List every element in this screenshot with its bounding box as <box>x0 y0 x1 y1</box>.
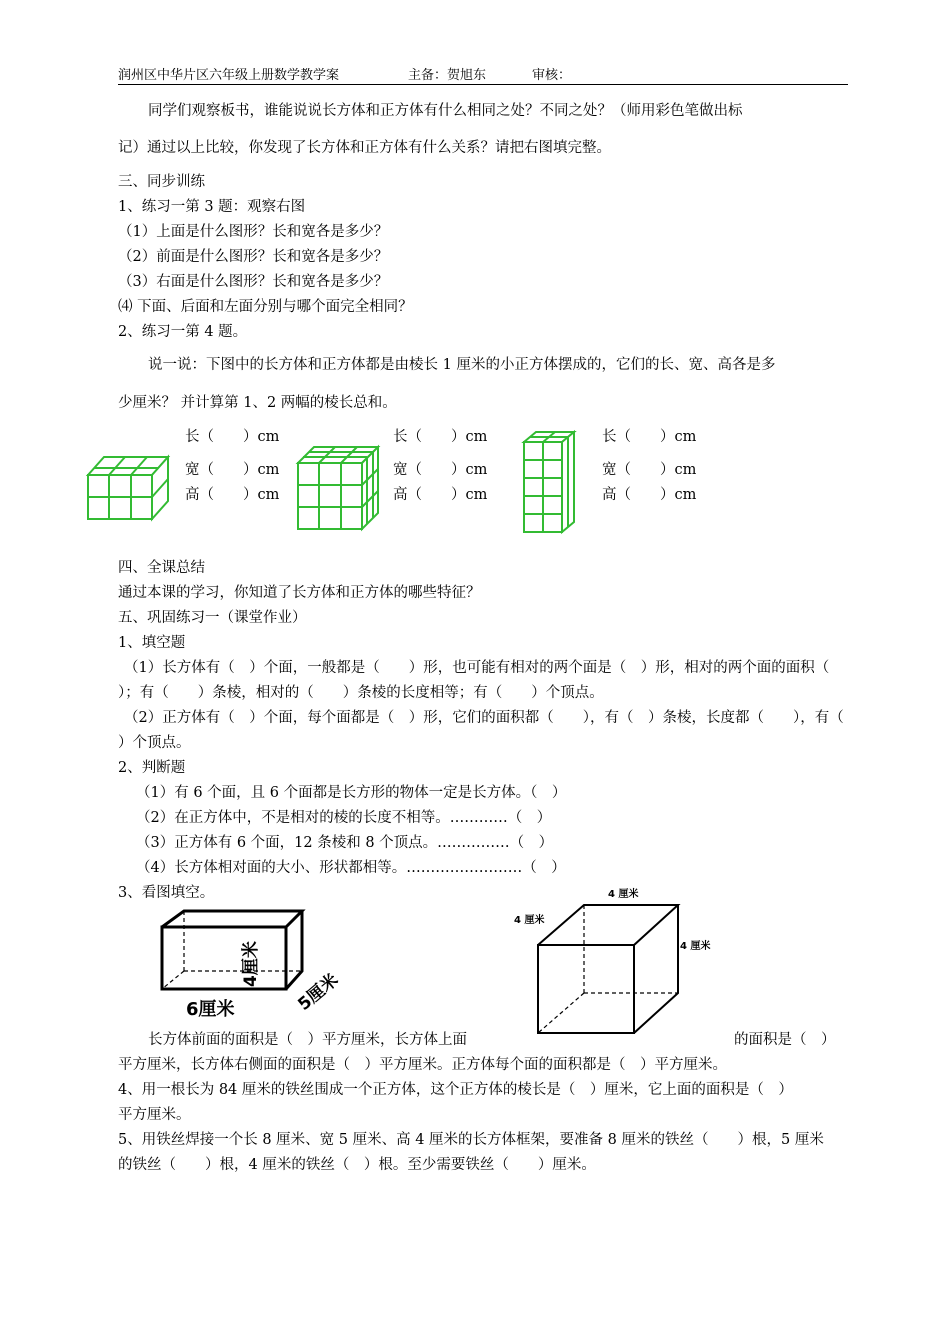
fill-1-line-2: ）；有（ ）条棱，相对的（ ）条棱的长度相等；有（ ）个顶点。 <box>118 685 604 701</box>
exercise1-title: 1、练习一第 3 题：观察右图 <box>118 199 306 215</box>
cube-diagram <box>510 885 730 1037</box>
fig3-width-blank[interactable]: 宽（ ）cm <box>602 462 697 478</box>
answer-line-1b: 的面积是（ ） <box>734 1032 836 1048</box>
fig1-width-blank[interactable]: 宽（ ）cm <box>185 462 280 478</box>
fill-2-line-2: ）个顶点。 <box>118 735 191 751</box>
question-4: ⑷ 下面、后面和左面分别与哪个面完全相同？ <box>118 299 413 315</box>
fig2-width-blank[interactable]: 宽（ ）cm <box>393 462 488 478</box>
intro-line-2: 记）通过以上比较，你发现了长方体和正方体有什么关系？请把右图填完整。 <box>118 140 611 156</box>
fig1-length-blank[interactable]: 长（ ）cm <box>185 429 280 445</box>
judge-title: 2、判断题 <box>118 760 186 776</box>
header-rule <box>118 84 848 85</box>
cuboid-diagram <box>156 905 346 1020</box>
fig3-height-blank[interactable]: 高（ ）cm <box>602 487 697 503</box>
section3-title: 三、同步训练 <box>118 174 205 190</box>
question-3: （3）右面是什么图形？长和宽各是多少？ <box>118 274 389 290</box>
header-reviewer: 审核： <box>532 68 572 83</box>
section4-title: 四、全课总结 <box>118 560 205 576</box>
question-2: （2）前面是什么图形？长和宽各是多少？ <box>118 249 389 265</box>
say-line-1: 说一说：下图中的长方体和正方体都是由棱长 1 厘米的小正方体摆成的，它们的长、宽、高各是多 <box>148 357 776 373</box>
say-line-2: 少厘米？ 并计算第 1、2 两幅的棱长总和。 <box>118 395 397 411</box>
question-5-4-line-1: 4、用一根长为 84 厘米的铁丝围成一个正方体，这个正方体的棱长是（ ）厘米，它上面的面积是（ ） <box>118 1082 793 1098</box>
cube-left-label: 4 厘米 <box>514 915 545 926</box>
look-title: 3、看图填空。 <box>118 885 215 901</box>
exercise2-title: 2、练习一第 4 题。 <box>118 324 248 340</box>
judge-4: （4）长方体相对面的大小、形状都相等。……………………（ ） <box>136 860 566 876</box>
answer-line-2: 平方厘米，长方体右侧面的面积是（ ）平方厘米。正方体每个面的面积都是（ ）平方厘米。 <box>118 1057 727 1073</box>
fig2-height-blank[interactable]: 高（ ）cm <box>393 487 488 503</box>
fig2-length-blank[interactable]: 长（ ）cm <box>393 429 488 445</box>
cuboid-figure-3 <box>522 430 576 534</box>
fill-1-line-1: （1）长方体有（ ）个面，一般都是（ ）形，也可能有相对的两个面是（ ）形，相对的两个面的面积（ <box>124 660 830 676</box>
cube-figure-2 <box>296 445 382 531</box>
intro-line-1: 同学们观察板书，谁能说说长方体和正方体有什么相同之处？不同之处？（师用彩色笔做出标 <box>148 103 743 119</box>
fig3-length-blank[interactable]: 长（ ）cm <box>602 429 697 445</box>
question-5-5-line-1: 5、用铁丝焊接一个长 8 厘米、宽 5 厘米、高 4 厘米的长方体框架，要准备 8 厘米的铁丝（ ）根，5 厘米 <box>118 1132 824 1148</box>
fill-title: 1、填空题 <box>118 635 186 651</box>
question-5-5-line-2: 的铁丝（ ）根，4 厘米的铁丝（ ）根。至少需要铁丝（ ）厘米。 <box>118 1157 596 1173</box>
cuboid-length-label: 6厘米 <box>186 999 235 1020</box>
fig1-height-blank[interactable]: 高（ ）cm <box>185 487 280 503</box>
fill-2-line-1: （2）正方体有（ ）个面，每个面都是（ ）形，它们的面积都（ ），有（ ）条棱，长度都（ ），有（ <box>124 710 844 726</box>
cuboid-figure-1 <box>86 455 172 521</box>
cube-right-label: 4 厘米 <box>680 941 711 952</box>
section4-text: 通过本课的学习，你知道了长方体和正方体的哪些特征？ <box>118 585 481 601</box>
question-1: （1）上面是什么图形？长和宽各是多少？ <box>118 224 389 240</box>
header-title: 润州区中华片区六年级上册数学教学案 <box>118 68 340 83</box>
header-editor: 主备：贺旭东 <box>408 68 487 83</box>
judge-2: （2）在正方体中，不是相对的棱的长度不相等。…………（ ） <box>136 810 552 826</box>
cuboid-width-label: 5厘米 <box>294 970 343 1015</box>
cube-top-label: 4 厘米 <box>608 889 639 900</box>
question-5-4-line-2: 平方厘米。 <box>118 1107 191 1123</box>
answer-line-1a: 长方体前面的面积是（ ）平方厘米，长方体上面 <box>148 1032 467 1048</box>
judge-3: （3）正方体有 6 个面，12 条棱和 8 个顶点。……………（ ） <box>136 835 554 851</box>
section5-title: 五、巩固练习一（课堂作业） <box>118 610 307 626</box>
cuboid-height-label: 4厘米 <box>241 941 261 987</box>
judge-1: （1）有 6 个面，且 6 个面都是长方形的物体一定是长方体。（ ） <box>136 785 567 801</box>
